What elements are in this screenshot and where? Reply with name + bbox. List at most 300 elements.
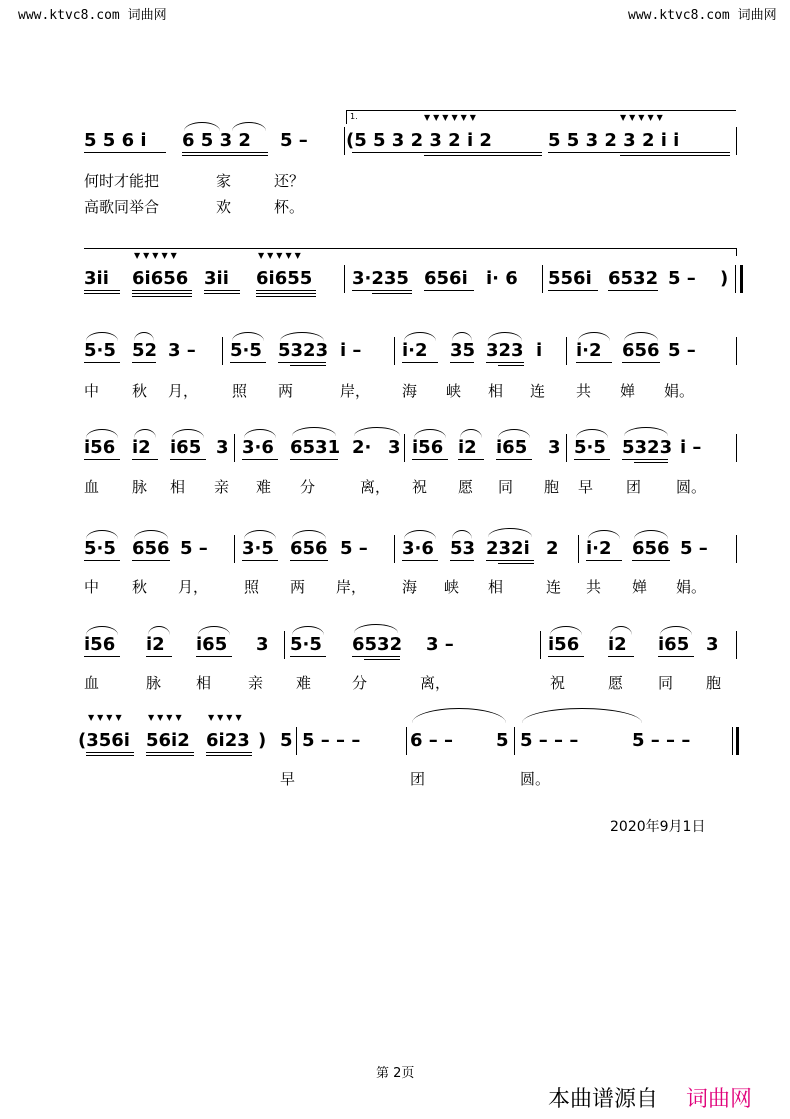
note-group: 5 –: [668, 340, 696, 361]
staccato-marks: ▼▼▼▼: [208, 713, 245, 722]
barline: [222, 337, 223, 365]
note-group: i̇56: [412, 437, 444, 458]
note-group: 5·5: [230, 340, 262, 361]
underline: [196, 656, 232, 657]
underline: [84, 293, 120, 294]
note-group: 5 –: [340, 538, 368, 559]
underline: [622, 362, 660, 363]
note-group: i̇65: [658, 634, 690, 655]
lyric-line-5: [0, 576, 790, 606]
score-line-1: [0, 113, 790, 160]
note-group: 6532: [608, 268, 659, 289]
underline: [352, 152, 542, 153]
underline: [132, 362, 156, 363]
note-group: i̇2: [608, 634, 627, 655]
footer-brand-logo: 词曲网: [686, 1087, 753, 1112]
underline: [182, 152, 268, 153]
slur: [550, 626, 582, 635]
lyric: 两: [278, 382, 294, 400]
note-group: 656: [632, 538, 670, 559]
lyric: 娟。: [664, 382, 695, 400]
note-group: 35: [450, 340, 476, 361]
lyric: 照: [232, 382, 248, 400]
volta-bracket: [346, 110, 736, 111]
slur: [244, 429, 276, 438]
underline: [146, 752, 194, 753]
note-group: 3: [216, 437, 229, 458]
slur: [488, 528, 532, 537]
underline: [634, 462, 668, 463]
note-group: 3: [548, 437, 561, 458]
lyric-line-6: [0, 672, 790, 702]
underline: [402, 362, 438, 363]
slur: [610, 626, 632, 635]
lyric: 共: [586, 578, 602, 596]
underline: [450, 362, 474, 363]
underline: [290, 365, 326, 366]
note-group: 6531: [290, 437, 341, 458]
barline: [578, 535, 579, 563]
barline: [394, 337, 395, 365]
tie: [522, 708, 642, 723]
underline: [576, 362, 612, 363]
slur: [452, 530, 472, 539]
underline: [256, 293, 316, 294]
lyric: 相: [488, 382, 504, 400]
slur: [134, 332, 154, 341]
slur: [576, 429, 608, 438]
score-line-4: [0, 437, 790, 467]
barline: [296, 727, 297, 755]
lyric: 月，: [168, 382, 199, 400]
underline: [206, 752, 252, 753]
staccato-marks: ▼▼▼▼: [148, 713, 185, 722]
staccato-marks: ▼▼▼▼▼▼: [424, 113, 479, 122]
slur: [292, 626, 324, 635]
lyric: 分: [300, 478, 316, 496]
barline: [234, 535, 235, 563]
lyric: 相: [196, 674, 212, 692]
note-group: 3·5: [242, 538, 274, 559]
underline: [458, 459, 484, 460]
underline: [608, 290, 658, 291]
note-group: 52: [132, 340, 158, 361]
slur: [452, 332, 472, 341]
lyric: 婵: [620, 382, 636, 400]
barline: [735, 265, 736, 293]
underline: [146, 755, 194, 756]
note-group: ): [258, 730, 267, 751]
slur: [172, 429, 204, 438]
note-group: i̇·2: [586, 538, 612, 559]
staccato-marks: ▼▼▼▼▼: [620, 113, 666, 122]
slur: [354, 427, 400, 436]
barline: [736, 127, 737, 155]
barline: [542, 265, 543, 293]
slur: [404, 332, 436, 341]
note-group: 6532: [352, 634, 403, 655]
lyric: 圆。: [676, 478, 707, 496]
underline: [290, 656, 326, 657]
note-group: i̇56: [548, 634, 580, 655]
note-group: 3·6: [242, 437, 274, 458]
underline: [132, 459, 158, 460]
underline: [486, 362, 524, 363]
underline: [352, 656, 400, 657]
slur: [660, 626, 692, 635]
underline: [278, 362, 326, 363]
slur: [134, 429, 156, 438]
barline: [566, 337, 567, 365]
lyric: 秋: [132, 382, 148, 400]
lyric: 中: [84, 382, 100, 400]
underline: [170, 459, 206, 460]
tie: [412, 708, 506, 723]
footer-source-text: 本曲谱源自: [548, 1087, 659, 1112]
underline: [548, 656, 584, 657]
lyric: 何时才能把: [84, 172, 160, 190]
note-group: 5 –: [280, 130, 308, 151]
score-line-2: [0, 251, 790, 298]
lyric: 共: [576, 382, 592, 400]
underline: [84, 152, 166, 153]
underline: [498, 365, 524, 366]
note-group: 5 5 6 i̇: [84, 130, 147, 151]
lyric: 婵: [632, 578, 648, 596]
note-group: 3: [706, 634, 719, 655]
lyric: 相: [488, 578, 504, 596]
lyric: 秋: [132, 578, 148, 596]
barline: [344, 127, 345, 155]
barline: [234, 434, 235, 462]
note-group: 6i̇655: [256, 268, 313, 289]
slur: [292, 427, 336, 436]
note-group: 656: [132, 538, 170, 559]
underline: [206, 755, 252, 756]
lyric: 海: [402, 382, 418, 400]
slur: [634, 530, 668, 539]
note-group: 3i̇i̇: [204, 268, 229, 289]
underline: [84, 362, 120, 363]
note-group: i̇2: [146, 634, 165, 655]
staccato-marks: ▼▼▼▼▼: [258, 251, 304, 260]
barline: [394, 535, 395, 563]
note-group: 5323: [278, 340, 329, 361]
note-group: 6i̇656: [132, 268, 189, 289]
lyric: 团: [626, 478, 642, 496]
lyric: 脉: [146, 674, 162, 692]
note-group: 3 –: [168, 340, 196, 361]
note-group: 5 –: [180, 538, 208, 559]
lyric-line-7: [0, 768, 790, 798]
slur: [86, 332, 118, 341]
lyric: 峡: [446, 382, 462, 400]
underline: [132, 560, 170, 561]
note-group: 3·235: [352, 268, 409, 289]
slur: [488, 332, 522, 341]
lyric: 离，: [420, 674, 451, 692]
underline: [86, 755, 134, 756]
note-group: ): [720, 268, 729, 289]
underline: [632, 560, 670, 561]
lyric: 娟。: [676, 578, 707, 596]
lyric: 胞: [544, 478, 560, 496]
underline: [620, 155, 730, 156]
lyric: 月，: [178, 578, 209, 596]
lyric: 分: [352, 674, 368, 692]
underline: [496, 459, 532, 460]
note-group: 232i̇: [486, 538, 530, 559]
note-group: i̇56: [84, 437, 116, 458]
slur: [244, 530, 276, 539]
note-group: i̇65: [196, 634, 228, 655]
underline: [574, 459, 610, 460]
slur: [498, 429, 530, 438]
staccato-marks: ▼▼▼▼: [88, 713, 125, 722]
underline: [608, 656, 634, 657]
note-group: 5 – – –: [302, 730, 361, 751]
lyric: 连: [546, 578, 562, 596]
underline: [622, 459, 668, 460]
barline: [540, 631, 541, 659]
note-group: 3 –: [426, 634, 454, 655]
lyric: 峡: [444, 578, 460, 596]
slur: [184, 122, 220, 131]
underline: [86, 752, 134, 753]
slur: [134, 530, 168, 539]
final-barline: [736, 727, 739, 755]
underline: [450, 560, 474, 561]
repeat-end-barline: [740, 265, 743, 293]
underline: [242, 459, 278, 460]
note-group: 5·5: [290, 634, 322, 655]
lyric: 相: [170, 478, 186, 496]
lyric-line-4: [0, 476, 790, 506]
slur: [280, 332, 324, 341]
composition-date: 2020年9月1日: [610, 819, 706, 835]
note-group: 2·: [352, 437, 372, 458]
underline: [132, 296, 192, 297]
underline: [256, 296, 316, 297]
lyric: 杯。: [274, 198, 305, 216]
lyric: 岸，: [340, 382, 371, 400]
lyric: 祝: [412, 478, 428, 496]
note-group: (356i̇: [78, 730, 130, 751]
slur: [86, 530, 118, 539]
lyric: 岸，: [336, 578, 367, 596]
underline: [352, 290, 412, 291]
note-group: i̇65: [496, 437, 528, 458]
underline: [486, 560, 534, 561]
note-group: 656i̇: [424, 268, 468, 289]
note-group: 6i̇23: [206, 730, 250, 751]
volta-label: 1.: [350, 112, 358, 121]
note-group: 6 5 3 2: [182, 130, 251, 151]
slur: [232, 122, 266, 131]
lyric: 高歌同举合: [84, 198, 160, 216]
note-group: 5·5: [84, 340, 116, 361]
note-group: 656: [622, 340, 660, 361]
underline: [204, 290, 240, 291]
note-group: 56i̇2: [146, 730, 190, 751]
lyric: 同: [498, 478, 514, 496]
slur: [232, 332, 264, 341]
underline: [290, 459, 338, 460]
note-group: 6 – –: [410, 730, 454, 751]
lyric: 脉: [132, 478, 148, 496]
volta-bracket-left: [346, 110, 347, 124]
lyric: 圆。: [520, 770, 551, 788]
score-line-3: [0, 340, 790, 370]
slur: [588, 530, 620, 539]
lyric: 中: [84, 578, 100, 596]
lyric: 欢: [216, 198, 232, 216]
volta-bracket-end: [736, 248, 737, 256]
underline: [146, 656, 172, 657]
note-group: 3i̇i̇: [84, 268, 109, 289]
note-group: 5: [280, 730, 293, 751]
barline: [406, 727, 407, 755]
note-group: 5 – – –: [520, 730, 579, 751]
note-group: 5323: [622, 437, 673, 458]
barline: [404, 434, 405, 462]
score-line-7: [0, 713, 790, 760]
note-group: 3: [256, 634, 269, 655]
lyric: 还？: [274, 172, 305, 190]
lyric: 两: [290, 578, 306, 596]
barline: [344, 265, 345, 293]
slur: [414, 429, 446, 438]
lyric: 愿: [458, 478, 474, 496]
lyric: 难: [256, 478, 272, 496]
underline: [242, 560, 278, 561]
note-group: 2: [546, 538, 559, 559]
underline: [290, 560, 328, 561]
underline: [424, 290, 474, 291]
score-line-5: [0, 538, 790, 568]
slur: [148, 626, 170, 635]
lyric: 早: [578, 478, 594, 496]
note-group: 5·5: [574, 437, 606, 458]
lyric: 血: [84, 478, 100, 496]
barline: [284, 631, 285, 659]
slur: [624, 332, 658, 341]
underline: [132, 290, 192, 291]
barline: [736, 434, 737, 462]
slur: [86, 626, 118, 635]
note-group: i̇56: [84, 634, 116, 655]
slur: [86, 429, 118, 438]
note-group: 656: [290, 538, 328, 559]
lyric: 同: [658, 674, 674, 692]
underline: [586, 560, 622, 561]
slur: [404, 530, 436, 539]
note-group: 53: [450, 538, 476, 559]
lyric-line-3: [0, 380, 790, 410]
underline: [424, 155, 542, 156]
lyric: 亲: [214, 478, 230, 496]
lyric: 海: [402, 578, 418, 596]
note-group: 323: [486, 340, 524, 361]
note-group: 5 –: [680, 538, 708, 559]
lyric: 血: [84, 674, 100, 692]
barline: [514, 727, 515, 755]
underline: [204, 293, 240, 294]
header-site-right: www.ktvc8.com 词曲网: [628, 8, 777, 23]
note-group: i̇2: [458, 437, 477, 458]
lyric: 家: [216, 172, 232, 190]
barline: [736, 337, 737, 365]
underline: [548, 152, 730, 153]
slur: [354, 624, 398, 633]
note-group: i̇ –: [680, 437, 702, 458]
barline: [736, 535, 737, 563]
barline: [732, 727, 733, 755]
barline: [736, 631, 737, 659]
slur: [292, 530, 326, 539]
note-group: i̇· 6: [486, 268, 518, 289]
slur: [624, 427, 668, 436]
underline: [372, 293, 412, 294]
lyric: 团: [410, 770, 426, 788]
note-group: 3: [388, 437, 401, 458]
lyric: 祝: [550, 674, 566, 692]
note-group: i̇: [536, 340, 543, 361]
underline: [364, 659, 400, 660]
lyric: 早: [280, 770, 296, 788]
underline: [402, 560, 438, 561]
underline: [84, 290, 120, 291]
slur: [578, 332, 610, 341]
lyric: 连: [530, 382, 546, 400]
slur: [198, 626, 230, 635]
note-group: i̇ –: [340, 340, 362, 361]
lyric: 愿: [608, 674, 624, 692]
lyric: 亲: [248, 674, 264, 692]
note-group: 5 – – –: [632, 730, 691, 751]
lyric: 难: [296, 674, 312, 692]
note-group: 5·5: [84, 538, 116, 559]
note-group: i̇·2: [402, 340, 428, 361]
note-group: 3·6: [402, 538, 434, 559]
note-group: i̇65: [170, 437, 202, 458]
barline: [566, 434, 567, 462]
staccato-marks: ▼▼▼▼▼: [134, 251, 180, 260]
underline: [498, 563, 534, 564]
note-group: 556i̇: [548, 268, 592, 289]
header-site-left: www.ktvc8.com 词曲网: [18, 8, 167, 23]
underline: [256, 290, 316, 291]
underline: [658, 656, 694, 657]
lyric: 照: [244, 578, 260, 596]
note-group: (5 5 3 2 3 2 i̇ 2: [346, 130, 492, 151]
score-line-6: [0, 634, 790, 664]
underline: [230, 362, 266, 363]
lyric: 胞: [706, 674, 722, 692]
underline: [84, 459, 120, 460]
underline: [412, 459, 448, 460]
note-group: 5: [496, 730, 509, 751]
note-group: 5 5 3 2 3 2 i̇ i̇: [548, 130, 680, 151]
underline: [132, 293, 192, 294]
underline: [182, 155, 268, 156]
slur: [460, 429, 482, 438]
underline: [548, 290, 598, 291]
note-group: i̇2: [132, 437, 151, 458]
note-group: 5 –: [668, 268, 696, 289]
volta-bracket: [84, 248, 736, 249]
page-number: 第 2页: [376, 1066, 415, 1081]
